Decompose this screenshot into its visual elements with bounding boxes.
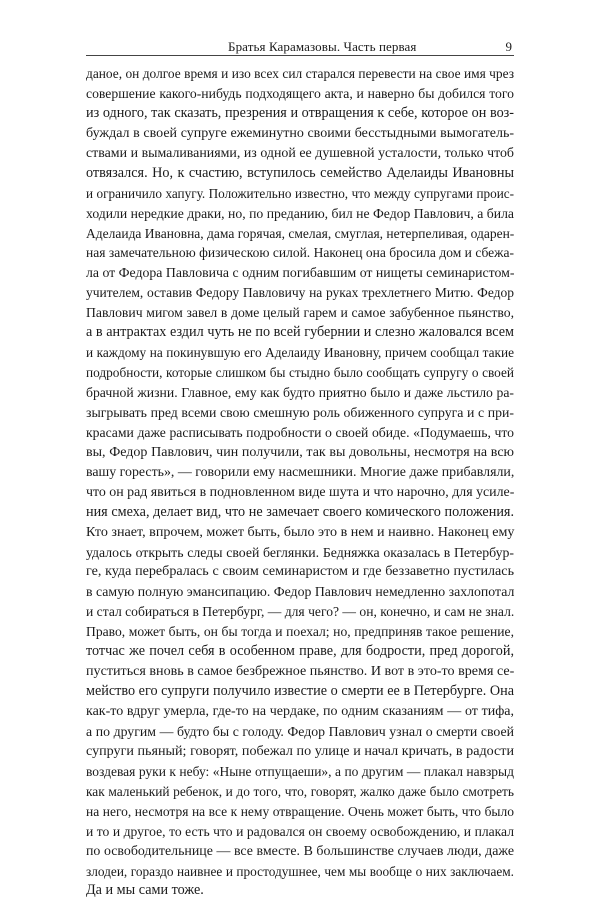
- text-line: Право, может быть, он бы тогда и поехал; но, предприняв такое решение,: [86, 624, 514, 640]
- text-line: ния смеха, делает вид, что не замечает своего комического положения.: [86, 503, 514, 520]
- text-line: красами даже расписывать подробности о своей обиде. «Подумаешь, что: [86, 424, 514, 440]
- text-line: и каждому на покинувшую его Аделаиду Ивановну, причем сообщал такие: [86, 345, 514, 361]
- text-line: по освободительнице — все вместе. В большинстве случаев люди, даже: [86, 843, 514, 859]
- text-line: как маленький ребенок, и до того, что, говорят, жалко даже было смотреть: [86, 783, 514, 799]
- running-header: [86, 33, 514, 56]
- text-line: и то и другое, то есть что и радовался он своему освобождению, и плакал: [86, 823, 514, 839]
- text-line: из одного, так сказать, презрения и отвращения к себе, которое он воз-: [86, 104, 514, 121]
- text-line: удалось открыть следы своей беглянки. Бедняжка оказалась в Петербур-: [86, 544, 514, 560]
- text-line: ная замечательною физическою силой. Наконец она бросила дом и сбежа-: [86, 245, 514, 261]
- text-line: отвязался. Но, к счастию, вступилось семейство Аделаиды Ивановны: [86, 164, 514, 181]
- text-line: в самую полную эмансипацию. Федор Павлович немедленно захлопотал: [86, 584, 515, 600]
- body-text: [86, 64, 514, 901]
- text-line: Аделаида Ивановна, дама горячая, смелая, смуглая, нетерпеливая, одарен-: [86, 225, 515, 241]
- text-line: тотчас же почел себя в особенном праве, для бодрости, пред дорогой,: [86, 643, 514, 660]
- text-line: Павлович мигом завел в доме целый гарем и самое забубенное пьянство,: [86, 305, 514, 321]
- text-line: пуститься вновь в самое безбрежное пьянство. И вот в это-то время се-: [86, 663, 515, 680]
- text-line: подробности, которые слишком бы стыдно было сообщать супругу о своей: [86, 365, 514, 381]
- text-line: учителем, оставив Федору Павловичу на руках трехлетнего Митю. Федор: [86, 285, 514, 301]
- text-line: совершение какого-нибудь подходящего акта, и наверно бы добился того: [86, 85, 514, 101]
- text-line: ла от Федора Павловича с одним погибавшим от нищеты семинаристом-: [86, 265, 515, 281]
- text-line: а в антрактах ездил чуть не по всей губернии и слезно жаловался всем: [86, 324, 514, 341]
- text-line: даное, он долгое время и изо всех сил старался перевести на свое имя чрез: [86, 66, 514, 81]
- text-line: Кто знает, впрочем, может быть, было это в нем и наивно. Наконец ему: [86, 523, 515, 540]
- text-line: и стал собираться в Петербург, — для чего? — он, конечно, и сам не знал.: [86, 604, 515, 620]
- text-line: буждал в своей супруге ежеминутно своими бесстыдными вымогатель-: [86, 125, 514, 141]
- text-line: Да и мы сами тоже.: [86, 882, 204, 899]
- text-line: зыгрывать пред всеми свою смешную роль обиженного супруга и с при-: [86, 404, 514, 420]
- text-line: ге, куда перебралась с своим семинаристом и где беззаветно пустилась: [86, 563, 514, 580]
- page-number: 9: [505, 39, 512, 54]
- text-line: вы, Федор Павлович, чин получили, так вы довольны, несмотря на всю: [86, 444, 514, 460]
- text-line: что он рад явиться в подновленном виде шута и что нарочно, для усиле-: [86, 484, 515, 500]
- text-line: на него, несмотря на все к нему отвращение. Очень может быть, что было: [86, 803, 514, 819]
- running-title: Братья Карамазовы. Часть первая: [228, 39, 417, 54]
- text-line: как-то вдруг умерла, где-то на чердаке, по одним сказаниям — от тифа,: [86, 704, 514, 719]
- text-line: супруги пьяный; говорят, побежал по улице и начал кричать, в радости: [86, 742, 514, 759]
- text-line: ходили нередкие драки, но, по преданию, бил не Федор Павлович, а била: [86, 205, 514, 221]
- text-line: и ограничило хапугу. Положительно известно, что между супругами проис-: [86, 185, 514, 201]
- text-line: ствами и вымаливаниями, из одной ее душевной усталости, только чтоб: [86, 145, 514, 161]
- text-line: злодеи, гораздо наивнее и простодушнее, чем мы вообще о них заключаем.: [86, 863, 514, 879]
- text-line: мейство его супруги получило известие о смерти ее в Петербурге. Она: [86, 683, 514, 700]
- text-line: а по другим — будто бы с голоду. Федор Павлович узнал о смерти своей: [86, 723, 514, 739]
- text-line: воздевая руки к небу: «Ныне отпущаеши», а по другим — плакал навзрыд: [86, 763, 514, 779]
- text-line: брачной жизни. Главное, ему как будто приятно было и даже льстило ра-: [86, 385, 514, 400]
- text-line: вашу горесть», — говорили ему насмешники. Многие даже прибавляли,: [86, 464, 515, 480]
